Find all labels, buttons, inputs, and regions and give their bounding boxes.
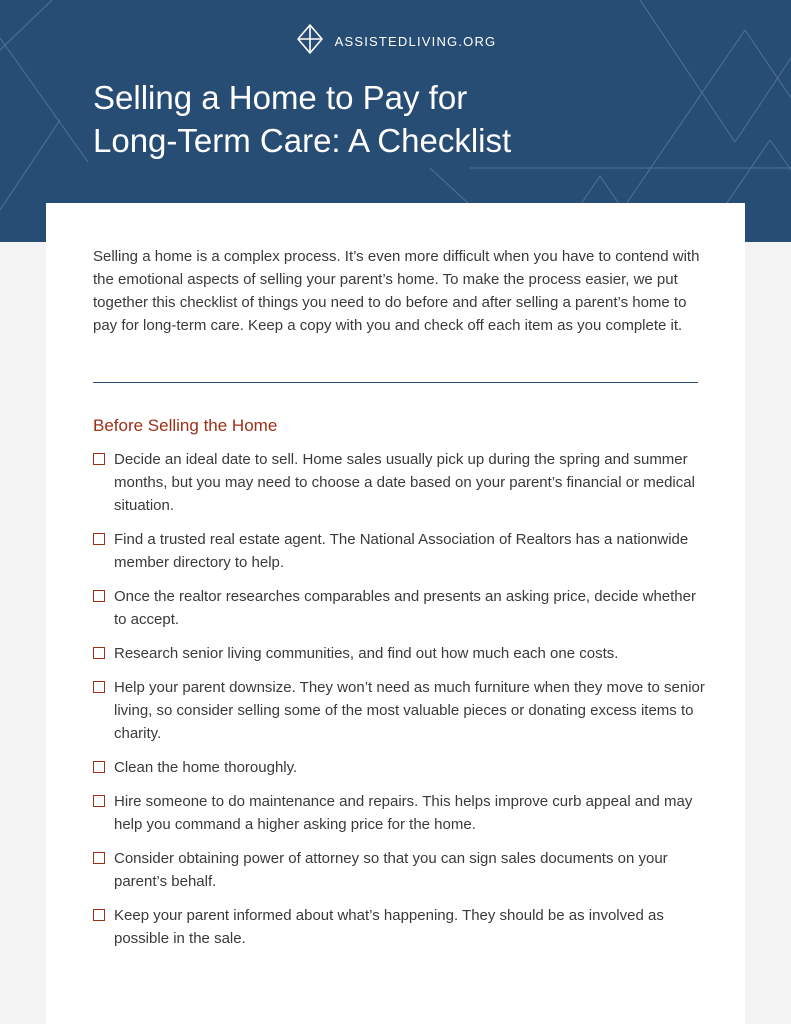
checklist-item <box>93 448 705 517</box>
checklist-item-text: Keep your parent informed about what’s happening. They should be as involved as possible in the sale. <box>114 907 664 947</box>
brand-name: ASSISTEDLIVING.ORG <box>334 34 497 49</box>
page-title-line-1: Selling a Home to Pay for <box>93 79 468 116</box>
content-card <box>46 203 745 1024</box>
checklist-item <box>93 847 705 893</box>
checklist-item-text: Find a trusted real estate agent. The National Association of Realtors has a nationwide member directory to help. <box>114 531 689 571</box>
checklist-item-text: Hire someone to do maintenance and repairs. This helps improve curb appeal and may help you command a higher asking price for the home. <box>114 793 693 833</box>
page-title-line-2: Long-Term Care: A Checklist <box>93 122 512 159</box>
checklist-item <box>93 676 705 745</box>
checkbox[interactable] <box>93 909 105 921</box>
checklist-item-text: Consider obtaining power of attorney so that you can sign sales documents on your parent’s behalf. <box>114 850 668 890</box>
checkbox[interactable] <box>93 533 105 545</box>
checklist-item-text: Research senior living communities, and find out how much each one costs. <box>114 645 619 662</box>
checkbox[interactable] <box>93 795 105 807</box>
checklist-item-text: Clean the home thoroughly. <box>114 759 298 776</box>
section-title: Before Selling the Home <box>93 416 278 435</box>
checklist-item-text: Once the realtor researches comparables and presents an asking price, decide whether to accept. <box>114 588 696 628</box>
checklist-item-text: Help your parent downsize. They won’t need as much furniture when they move to senior living, so consider selling some of the most valuable pieces or donating excess items to charity. <box>114 679 705 742</box>
checklist-item-text: Decide an ideal date to sell. Home sales usually pick up during the spring and summer months, but you may need to choose a date based on your parent’s financial or medical situation. <box>114 451 695 514</box>
assistedliving-logo-icon <box>295 22 325 61</box>
checkbox[interactable] <box>93 681 105 693</box>
page-title <box>93 76 713 162</box>
checkbox[interactable] <box>93 852 105 864</box>
checklist-item <box>93 585 705 631</box>
checklist <box>93 448 705 961</box>
checklist-item <box>93 756 705 779</box>
checklist-item <box>93 528 705 574</box>
checkbox[interactable] <box>93 761 105 773</box>
brand[interactable] <box>0 22 791 61</box>
section-divider <box>93 382 698 383</box>
checklist-item <box>93 642 705 665</box>
checklist-item <box>93 790 705 836</box>
intro-paragraph: Selling a home is a complex process. It’s even more difficult when you have to contend with the emotional aspects of selling your parent’s home. To make the process easier, we put together this checklist of things you need to do before and after selling a parent’s home to pay for long-term care. Keep a copy with you and check off each item as you complete it. <box>93 248 700 334</box>
checkbox[interactable] <box>93 647 105 659</box>
checkbox[interactable] <box>93 453 105 465</box>
checkbox[interactable] <box>93 590 105 602</box>
checklist-item <box>93 904 705 950</box>
